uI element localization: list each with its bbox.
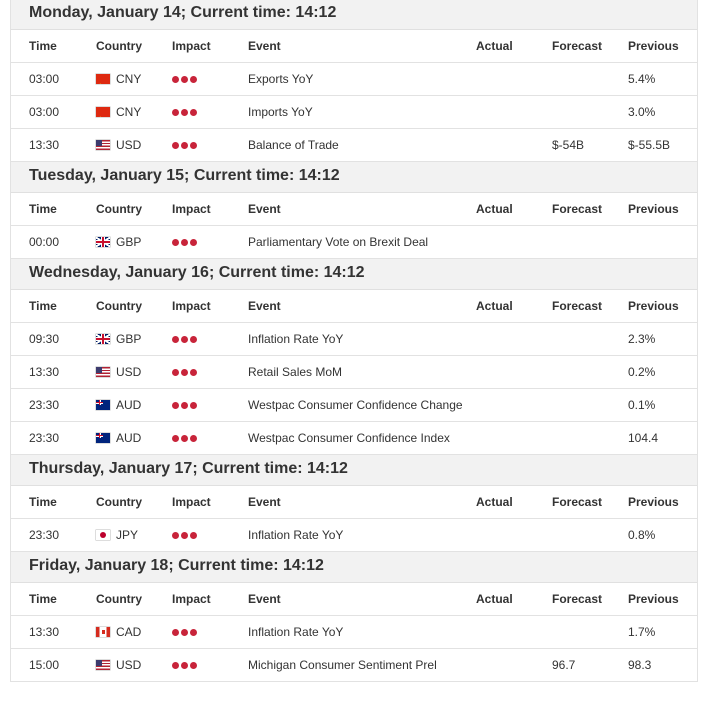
event-forecast: $-54B <box>552 138 585 152</box>
column-header-row <box>11 193 697 226</box>
gbp-flag-icon <box>96 237 110 247</box>
impact-dot-icon <box>181 532 188 539</box>
impact-dots <box>172 96 199 128</box>
event-row[interactable] <box>11 616 697 649</box>
country-code: GBP <box>116 235 142 249</box>
impact-dot-icon <box>190 239 197 246</box>
impact-dot-icon <box>181 336 188 343</box>
impact-dot-icon <box>181 109 188 116</box>
column-header-impact: Impact <box>172 495 211 509</box>
column-header-forecast: Forecast <box>552 202 603 216</box>
event-row[interactable] <box>11 389 697 422</box>
column-header-forecast: Forecast <box>552 495 603 509</box>
column-header-previous: Previous <box>628 592 679 606</box>
event-name[interactable]: Inflation Rate YoY <box>248 332 344 346</box>
impact-indicator <box>172 356 199 388</box>
impact-dots <box>172 63 199 95</box>
column-header-event: Event <box>248 39 281 53</box>
impact-dot-icon <box>190 532 197 539</box>
impact-indicator <box>172 129 199 161</box>
impact-dot-icon <box>181 402 188 409</box>
column-header-actual: Actual <box>476 495 513 509</box>
event-row[interactable] <box>11 323 697 356</box>
impact-dots <box>172 389 199 421</box>
column-header-row <box>11 290 697 323</box>
impact-dot-icon <box>172 76 179 83</box>
impact-dot-icon <box>181 662 188 669</box>
gbp-flag-icon <box>96 334 110 344</box>
impact-dot-icon <box>172 369 179 376</box>
impact-dot-icon <box>190 662 197 669</box>
event-name[interactable]: Westpac Consumer Confidence Change <box>248 398 463 412</box>
event-name[interactable]: Parliamentary Vote on Brexit Deal <box>248 235 429 249</box>
column-header-country: Country <box>96 202 142 216</box>
day-section <box>10 259 698 455</box>
impact-dot-icon <box>172 662 179 669</box>
event-previous: 0.1% <box>628 398 656 412</box>
event-previous: 98.3 <box>628 658 652 672</box>
day-section <box>10 0 698 162</box>
impact-dot-icon <box>172 239 179 246</box>
country-code: CNY <box>116 72 142 86</box>
event-country <box>96 422 141 454</box>
impact-dot-icon <box>181 629 188 636</box>
column-header-event: Event <box>248 592 281 606</box>
event-row[interactable] <box>11 356 697 389</box>
column-header-event: Event <box>248 299 281 313</box>
country-code: CNY <box>116 105 142 119</box>
event-forecast: 96.7 <box>552 658 576 672</box>
column-header-impact: Impact <box>172 202 211 216</box>
day-header: Thursday, January 17; Current time: 14:12 <box>11 455 697 486</box>
event-previous: 2.3% <box>628 332 656 346</box>
impact-dot-icon <box>190 369 197 376</box>
event-row[interactable] <box>11 129 697 162</box>
impact-dot-icon <box>172 402 179 409</box>
event-previous: 0.8% <box>628 528 656 542</box>
impact-dot-icon <box>190 76 197 83</box>
country-code: USD <box>116 658 142 672</box>
event-time: 13:30 <box>29 138 60 152</box>
column-header-impact: Impact <box>172 39 211 53</box>
event-time: 09:30 <box>29 332 60 346</box>
country-code: JPY <box>116 528 139 542</box>
country-code: USD <box>116 138 142 152</box>
column-header-country: Country <box>96 592 142 606</box>
day-header: Tuesday, January 15; Current time: 14:12 <box>11 162 697 193</box>
usd-flag-icon <box>96 367 110 377</box>
column-header-country: Country <box>96 495 142 509</box>
impact-dot-icon <box>181 435 188 442</box>
impact-indicator <box>172 616 199 648</box>
impact-dot-icon <box>172 629 179 636</box>
impact-indicator <box>172 226 199 258</box>
column-header-row <box>11 583 697 616</box>
event-name[interactable]: Balance of Trade <box>248 138 339 152</box>
impact-dots <box>172 649 199 681</box>
column-header-country: Country <box>96 39 142 53</box>
impact-indicator <box>172 389 199 421</box>
day-section <box>10 455 698 552</box>
column-header-forecast: Forecast <box>552 592 603 606</box>
country-code: AUD <box>116 398 142 412</box>
impact-dot-icon <box>190 435 197 442</box>
column-header-row <box>11 30 697 63</box>
event-country <box>96 96 141 128</box>
column-header-time: Time <box>29 592 57 606</box>
impact-dot-icon <box>181 239 188 246</box>
column-header-time: Time <box>29 495 57 509</box>
event-country <box>96 389 141 421</box>
impact-dot-icon <box>181 369 188 376</box>
event-row[interactable] <box>11 63 697 96</box>
column-header-time: Time <box>29 202 57 216</box>
impact-dot-icon <box>172 532 179 539</box>
impact-dot-icon <box>181 76 188 83</box>
impact-dot-icon <box>190 402 197 409</box>
impact-indicator <box>172 323 199 355</box>
impact-dot-icon <box>172 336 179 343</box>
day-section <box>10 162 698 259</box>
aud-flag-icon <box>96 400 110 410</box>
event-previous: 0.2% <box>628 365 656 379</box>
impact-dot-icon <box>190 629 197 636</box>
event-country <box>96 519 138 551</box>
column-header-actual: Actual <box>476 592 513 606</box>
economic-calendar <box>10 0 698 682</box>
impact-dot-icon <box>190 109 197 116</box>
event-time: 23:30 <box>29 398 60 412</box>
event-time: 15:00 <box>29 658 60 672</box>
usd-flag-icon <box>96 140 110 150</box>
cny-flag-icon <box>96 107 110 117</box>
event-previous: 1.7% <box>628 625 656 639</box>
impact-dots <box>172 422 199 454</box>
impact-dots <box>172 129 199 161</box>
event-time: 23:30 <box>29 431 60 445</box>
event-country <box>96 616 141 648</box>
event-name[interactable]: Retail Sales MoM <box>248 365 343 379</box>
event-row[interactable] <box>11 519 697 552</box>
event-previous: $-55.5B <box>628 138 671 152</box>
impact-dot-icon <box>190 142 197 149</box>
column-header-forecast: Forecast <box>552 39 603 53</box>
impact-indicator <box>172 422 199 454</box>
event-time: 03:00 <box>29 72 60 86</box>
country-code: USD <box>116 365 142 379</box>
column-header-event: Event <box>248 495 281 509</box>
event-row[interactable] <box>11 649 697 682</box>
event-time: 00:00 <box>29 235 60 249</box>
column-header-forecast: Forecast <box>552 299 603 313</box>
impact-dot-icon <box>190 336 197 343</box>
impact-dot-icon <box>172 109 179 116</box>
event-name[interactable]: Michigan Consumer Sentiment Prel <box>248 658 437 672</box>
event-country <box>96 226 141 258</box>
event-previous: 5.4% <box>628 72 656 86</box>
column-header-actual: Actual <box>476 299 513 313</box>
column-header-event: Event <box>248 202 281 216</box>
usd-flag-icon <box>96 660 110 670</box>
column-header-country: Country <box>96 299 142 313</box>
event-time: 13:30 <box>29 365 60 379</box>
jpy-flag-icon <box>96 530 110 540</box>
event-name[interactable]: Exports YoY <box>248 72 314 86</box>
column-header-actual: Actual <box>476 39 513 53</box>
event-country <box>96 323 141 355</box>
country-code: GBP <box>116 332 142 346</box>
column-header-impact: Impact <box>172 299 211 313</box>
event-row[interactable] <box>11 96 697 129</box>
impact-dots <box>172 616 199 648</box>
event-time: 13:30 <box>29 625 60 639</box>
column-header-time: Time <box>29 299 57 313</box>
column-header-time: Time <box>29 39 57 53</box>
column-header-previous: Previous <box>628 495 679 509</box>
cny-flag-icon <box>96 74 110 84</box>
column-header-impact: Impact <box>172 592 211 606</box>
impact-dots <box>172 226 199 258</box>
event-time: 03:00 <box>29 105 60 119</box>
country-code: CAD <box>116 625 142 639</box>
country-code: AUD <box>116 431 142 445</box>
event-country <box>96 129 141 161</box>
event-row[interactable] <box>11 226 697 259</box>
impact-dot-icon <box>172 142 179 149</box>
day-header: Monday, January 14; Current time: 14:12 <box>11 0 697 30</box>
day-header: Wednesday, January 16; Current time: 14:12 <box>11 259 697 290</box>
event-country <box>96 649 141 681</box>
impact-indicator <box>172 649 199 681</box>
impact-dots <box>172 323 199 355</box>
cad-flag-icon <box>96 627 110 637</box>
impact-indicator <box>172 96 199 128</box>
column-header-actual: Actual <box>476 202 513 216</box>
aud-flag-icon <box>96 433 110 443</box>
impact-indicator <box>172 519 199 551</box>
day-header: Friday, January 18; Current time: 14:12 <box>11 552 697 583</box>
event-row[interactable] <box>11 422 697 455</box>
column-header-previous: Previous <box>628 299 679 313</box>
impact-dot-icon <box>181 142 188 149</box>
event-time: 23:30 <box>29 528 60 542</box>
event-name[interactable]: Imports YoY <box>248 105 313 119</box>
event-name[interactable]: Inflation Rate YoY <box>248 528 344 542</box>
column-header-previous: Previous <box>628 39 679 53</box>
event-country <box>96 63 141 95</box>
impact-dots <box>172 356 199 388</box>
day-section <box>10 552 698 682</box>
column-header-row <box>11 486 697 519</box>
event-country <box>96 356 141 388</box>
event-previous: 104.4 <box>628 431 659 445</box>
impact-dots <box>172 519 199 551</box>
event-name[interactable]: Inflation Rate YoY <box>248 625 344 639</box>
impact-dot-icon <box>172 435 179 442</box>
event-name[interactable]: Westpac Consumer Confidence Index <box>248 431 450 445</box>
impact-indicator <box>172 63 199 95</box>
column-header-previous: Previous <box>628 202 679 216</box>
event-previous: 3.0% <box>628 105 656 119</box>
